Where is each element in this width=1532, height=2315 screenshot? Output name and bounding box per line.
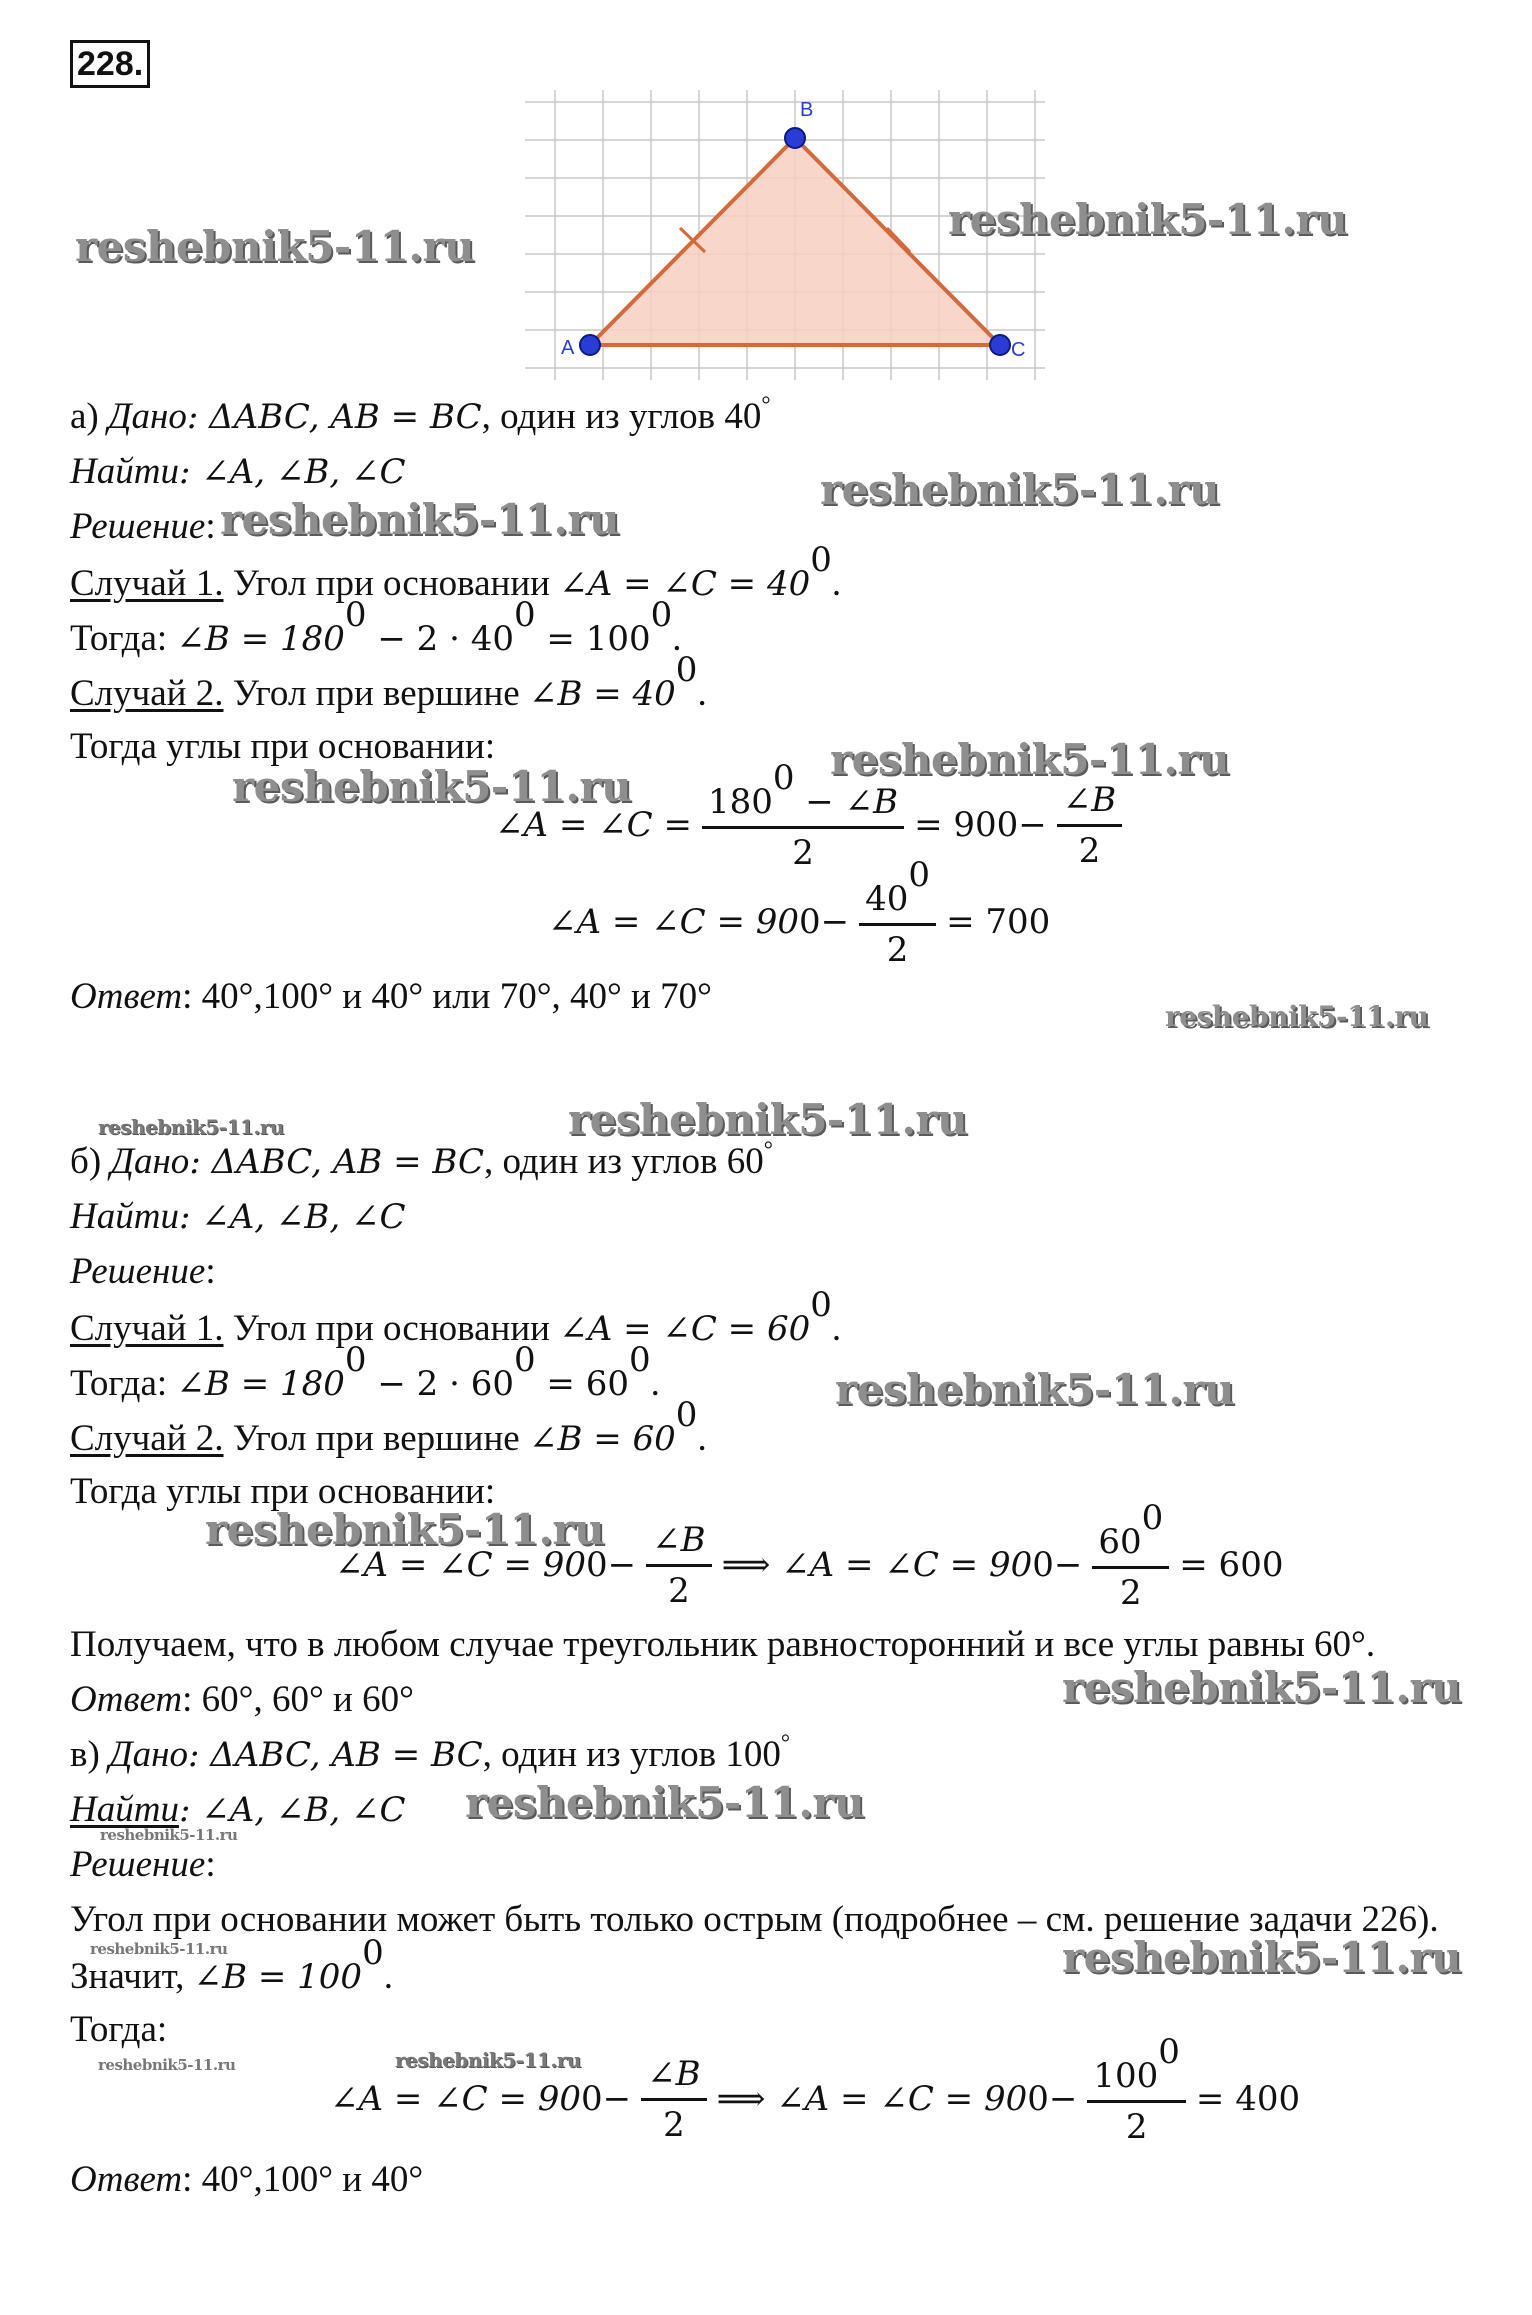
vertex-label-c: C xyxy=(1011,339,1026,361)
watermark: reshebnik5-11.ru xyxy=(465,1778,865,1827)
watermark: reshebnik5-11.ru xyxy=(568,1095,968,1144)
watermark: reshebnik5-11.ru xyxy=(220,495,620,544)
part-b-find: Найти: ∠A, ∠B, ∠C xyxy=(70,1196,406,1237)
watermark: reshebnik5-11.ru xyxy=(98,1115,284,1139)
task-number: 228. xyxy=(70,40,150,88)
part-b-case2: Случай 2. Угол при вершине ∠B = $60^0$. xyxy=(70,1395,707,1459)
vertex-a xyxy=(580,335,600,355)
part-c-equation: ∠A = ∠C = 90 0 − $\frac{\angle B}{2}$ ⟹ ∠A = ∠C = 90 0 − $\frac{100^0}{2}$ = 40 0 xyxy=(330,2032,1301,2147)
vertex-c xyxy=(990,335,1010,355)
part-a-case1: Случай 1. Угол при основании ∠A = ∠C = $40^0$. xyxy=(70,540,842,604)
watermark: reshebnik5-11.ru xyxy=(90,1940,228,1958)
vertex-b xyxy=(785,128,805,148)
watermark: reshebnik5-11.ru xyxy=(1062,1933,1462,1982)
part-a-then2: Тогда углы при основании: xyxy=(70,726,496,767)
part-b-conclusion: Получаем, что в любом случае треугольник равносторонний и все углы равны 60°. xyxy=(70,1624,1376,1665)
part-a-case2: Случай 2. Угол при вершине ∠B = $40^0$. xyxy=(70,650,707,714)
vertex-label-b: B xyxy=(800,99,814,121)
part-a-equation-1: ∠A = ∠C = $\frac{180^0 - \angle B}{2}$ = 90 0 − $\frac{\angle B}{2}$ xyxy=(495,778,1132,873)
part-c-line2: Значит, ∠B = $100^0$. xyxy=(70,1933,393,1997)
watermark: reshebnik5-11.ru xyxy=(395,2048,581,2072)
part-a-equation-2: ∠A = ∠C = 90 0 − $\frac{40^0}{2}$ = 70 0 xyxy=(548,855,1051,970)
watermark: reshebnik5-11.ru xyxy=(1062,1663,1462,1712)
part-a-answer: Ответ: 40°,100° и 40° или 70°, 40° и 70° xyxy=(70,976,712,1017)
watermark: reshebnik5-11.ru xyxy=(232,762,632,811)
part-b-then1: Тогда: ∠B = $180^0 - 2 \cdot 60^0 = 60^0$. xyxy=(70,1340,660,1404)
watermark: reshebnik5-11.ru xyxy=(205,1505,605,1554)
watermark: reshebnik5-11.ru xyxy=(835,1365,1235,1414)
watermark: reshebnik5-11.ru xyxy=(75,222,475,271)
part-b-answer: Ответ: 60°, 60° и 60° xyxy=(70,1679,414,1720)
part-c-solution-label: Решение: xyxy=(70,1844,216,1885)
watermark: reshebnik5-11.ru xyxy=(830,735,1230,784)
part-c-answer: Ответ: 40°,100° и 40° xyxy=(70,2159,424,2200)
watermark: reshebnik5-11.ru xyxy=(100,1826,238,1844)
part-c-line1: Угол при основании может быть только острым (подробнее – см. решение задачи 226). xyxy=(70,1899,1439,1940)
part-a-then1: Тогда: ∠B = $180^0 - 2 \cdot 40^0 = 100^0$. xyxy=(70,595,682,659)
vertex-label-a: A xyxy=(561,337,575,359)
part-c-then: Тогда: xyxy=(70,2009,168,2050)
part-a-given: а) Дано: ΔABC, AB = BC, один из углов 40° xyxy=(70,391,771,437)
part-b-then2: Тогда углы при основании: xyxy=(70,1471,496,1512)
part-c-given: в) Дано: ΔABC, AB = BC, один из углов 100° xyxy=(70,1729,791,1775)
part-b-case1: Случай 1. Угол при основании ∠A = ∠C = $60^0$. xyxy=(70,1285,842,1349)
part-a-solution-label: Решение: xyxy=(70,506,216,547)
part-b-given: б) Дано: ΔABC, AB = BC, один из углов 60° xyxy=(70,1136,773,1182)
watermark: reshebnik5-11.ru xyxy=(820,465,1220,514)
watermark: reshebnik5-11.ru xyxy=(98,2056,236,2074)
watermark: reshebnik5-11.ru xyxy=(948,195,1348,244)
part-b-equation: ∠A = ∠C = 90 0 − $\frac{\angle B}{2}$ ⟹ ∠A = ∠C = 90 0 − $\frac{60^0}{2}$ = 60 0 xyxy=(335,1498,1284,1613)
watermark: reshebnik5-11.ru xyxy=(1165,1000,1429,1033)
part-a-find: Найти: ∠A, ∠B, ∠C xyxy=(70,451,406,492)
part-c-find: Найти: ∠A, ∠B, ∠C xyxy=(70,1789,406,1830)
part-b-solution-label: Решение: xyxy=(70,1251,216,1292)
